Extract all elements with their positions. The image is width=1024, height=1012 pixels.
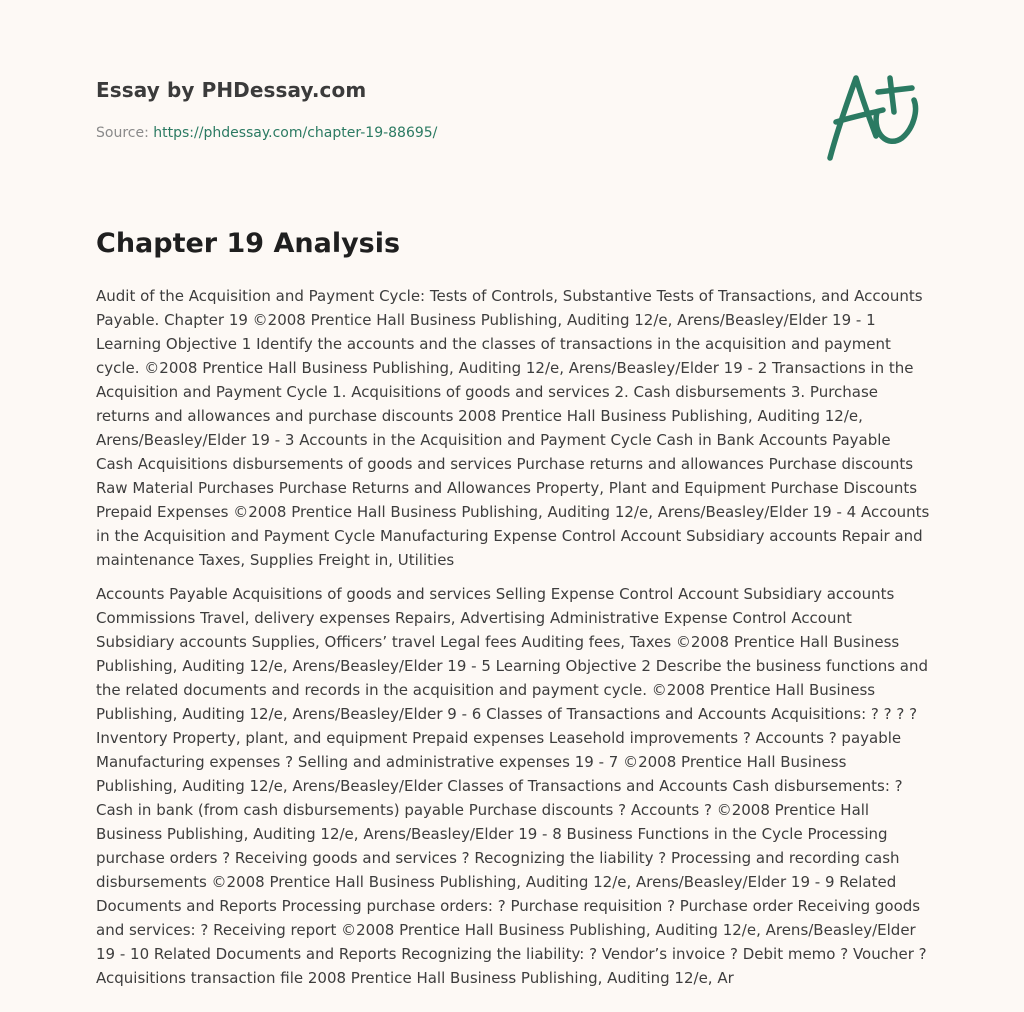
article-paragraph: Audit of the Acquisition and Payment Cycle: Tests of Controls, Substantive Tests of Transactions, and Accounts Payable. Chapter 19 ©2008 Prentice Hall Business Publishing, Auditing 12/e, Arens/Beasley/Elder 19 - 1 Learning Objective 1 Identify the accounts and the classes of transactions in the acquisition and payment cycle. ©2008 Prentice Hall Business Publishing, Auditing 12/e, Arens/Beasley/Elder 19 - 2 Transactions in the Acquisition and Payment Cycle 1. Acquisitions of goods and services 2. Cash disbursements 3. Purchase returns and allowances and purchase discounts 2008 Prentice Hall Business Publishing, Auditing 12/e, Arens/Beasley/Elder 19 - 3 Accounts in the Acquisition and Payment Cycle Cash in Bank Accounts Payable Cash Acquisitions disbursements of goods and services Purchase returns and allowances Purchase discounts Raw Material Purchases Purchase Returns and Allowances Property, Plant and Equipment Purchase Discounts Prepaid Expenses ©2008 Prentice Hall Business Publishing, Auditing 12/e, Arens/Beasley/Elder 19 - 4 Accounts in the Acquisition and Payment Cycle Manufacturing Expense Control Account Subsidiary accounts Repair and maintenance Taxes, Supplies Freight in, Utilities	[96, 287, 930, 569]
article-paragraph: Accounts Payable Acquisitions of goods and services Selling Expense Control Account Subsidiary accounts Commissions Travel, delivery expenses Repairs, Advertising Administrative Expense Control Account Subsidiary accounts Supplies, Officers’ travel Legal fees Auditing fees, Taxes ©2008 Prentice Hall Business Publishing, Auditing 12/e, Arens/Beasley/Elder 19 - 5 Learning Objective 2 Describe the business functions and the related documents and records in the acquisition and payment cycle. ©2008 Prentice Hall Business Publishing, Auditing 12/e, Arens/Beasley/Elder 9 - 6 Classes of Transactions and Accounts Acquisitions: ? ? ? ? Inventory Property, plant, and equipment Prepaid expenses Leasehold improvements ? Accounts ? payable Manufacturing expenses ? Selling and administrative expenses 19 - 7 ©2008 Prentice Hall Business Publishing, Auditing 12/e, Arens/Beasley/Elder Classes of Transactions and Accounts Cash disbursements: ? Cash in bank (from cash disbursements) payable Purchase discounts ? Accounts ? ©2008 Prentice Hall Business Publishing, Auditing 12/e, Arens/Beasley/Elder 19 - 8 Business Functions in the Cycle Processing purchase orders ? Receiving goods and services ? Recognizing the liability ? Processing and recording cash disbursements ©2008 Prentice Hall Business Publishing, Auditing 12/e, Arens/Beasley/Elder 19 - 9 Related Documents and Reports Processing purchase orders: ? Purchase requisition ? Purchase order Receiving goods and services: ? Receiving report ©2008 Prentice Hall Business Publishing, Auditing 12/e, Arens/Beasley/Elder 19 - 10 Related Documents and Reports Recognizing the liability: ? Vendor’s invoice ? Debit memo ? Voucher ? Acquisitions transaction file 2008 Prentice Hall Business Publishing, Auditing 12/e, Ar	[96, 585, 929, 987]
site-brand: Essay by PHDessay.com	[96, 78, 367, 102]
article-title: Chapter 19 Analysis	[96, 228, 401, 259]
source-label: Source:	[96, 125, 149, 141]
source-line	[96, 124, 437, 142]
source-link[interactable]: https://phdessay.com/chapter-19-88695/	[153, 125, 438, 141]
article-body	[96, 284, 932, 1000]
a-plus-logo-icon	[822, 66, 930, 166]
